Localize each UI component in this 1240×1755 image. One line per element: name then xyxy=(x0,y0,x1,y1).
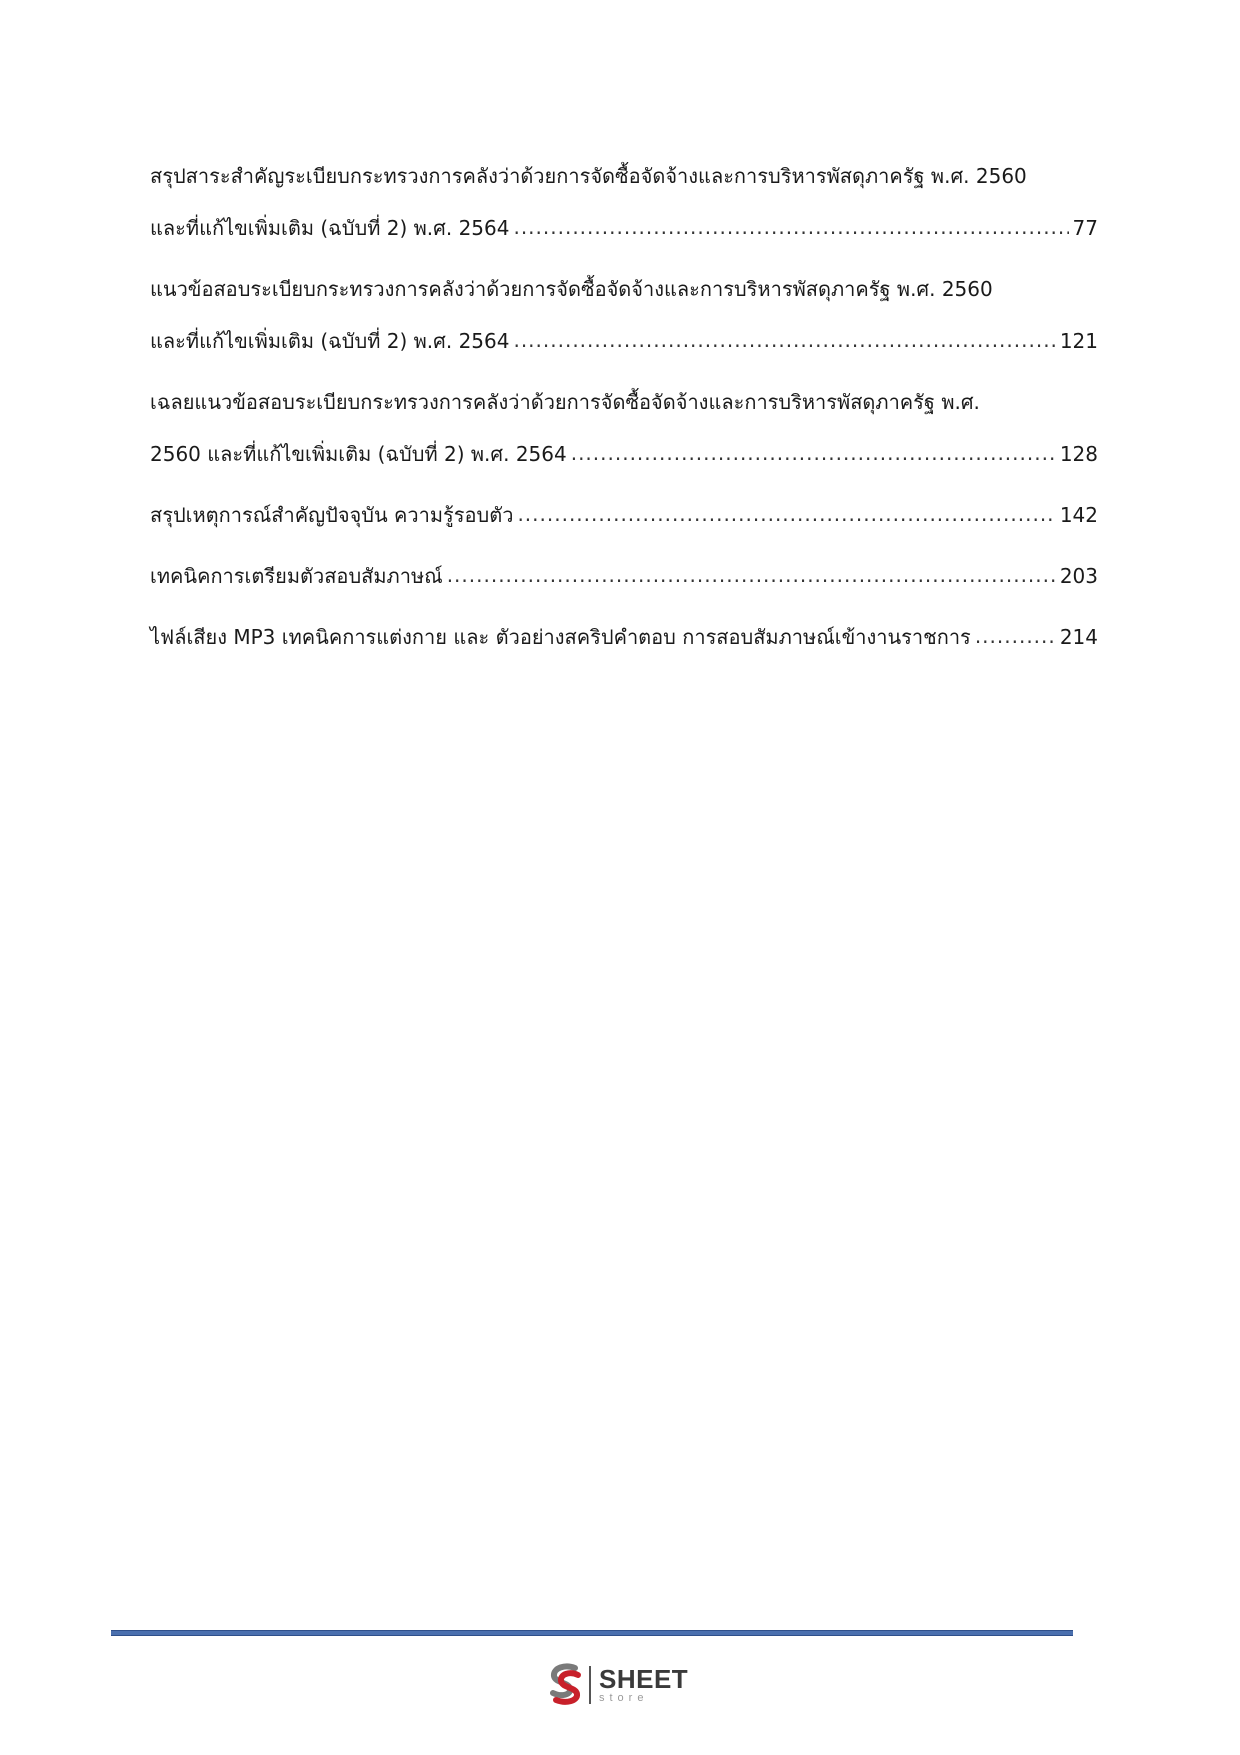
toc-page-number: 128 xyxy=(1059,442,1098,466)
toc-entry-last-line xyxy=(150,315,1098,367)
toc-entry[interactable] xyxy=(150,489,1098,541)
sheet-store-logo xyxy=(545,1660,688,1710)
toc-entry[interactable] xyxy=(150,150,1098,254)
sheet-store-logo-icon xyxy=(545,1662,585,1708)
toc-entry-title-line: สรุปสาระสำคัญระเบียบกระทรวงการคลังว่าด้วยการจัดซื้อจัดจ้างและการบริหารพัสดุภาครัฐ พ.ศ. 2560 xyxy=(150,164,1027,188)
toc-entry-title-end: และที่แก้ไขเพิ่มเติม (ฉบับที่ 2) พ.ศ. 2564 xyxy=(150,329,510,353)
toc-entry-last-line xyxy=(150,489,1098,541)
dot-leader xyxy=(517,488,1055,540)
toc-entry[interactable] xyxy=(150,376,1098,480)
toc-entry[interactable] xyxy=(150,263,1098,367)
table-of-contents xyxy=(150,150,1098,672)
toc-entry[interactable] xyxy=(150,611,1098,663)
logo-word: SHEET xyxy=(599,1664,689,1694)
toc-entry-title-end: เทคนิคการเตรียมตัวสอบสัมภาษณ์ xyxy=(150,564,443,588)
toc-entry-last-line xyxy=(150,611,1098,663)
toc-entry-last-line xyxy=(150,202,1098,254)
footer-rule xyxy=(111,1630,1073,1636)
dot-leader xyxy=(513,314,1055,366)
logo-text xyxy=(599,1666,688,1704)
toc-entry-title-end: 2560 และที่แก้ไขเพิ่มเติม (ฉบับที่ 2) พ.ศ. 2564 xyxy=(150,442,567,466)
toc-page-number: 121 xyxy=(1059,329,1098,353)
toc-entry-title-end: สรุปเหตุการณ์สำคัญปัจจุบัน ความรู้รอบตัว xyxy=(150,503,514,527)
toc-page-number: 214 xyxy=(1059,625,1098,649)
toc-entry-title-line: เฉลยแนวข้อสอบระเบียบกระทรวงการคลังว่าด้วยการจัดซื้อจัดจ้างและการบริหารพัสดุภาครัฐ พ.ศ. xyxy=(150,390,980,414)
toc-page-number: 142 xyxy=(1059,503,1098,527)
toc-entry-title-end: ไฟล์เสียง MP3 เทคนิคการแต่งกาย และ ตัวอย่างสคริปคำตอบ การสอบสัมภาษณ์เข้างานราชการ xyxy=(150,625,971,649)
toc-entry-title-end: และที่แก้ไขเพิ่มเติม (ฉบับที่ 2) พ.ศ. 2564 xyxy=(150,216,510,240)
dot-leader xyxy=(513,201,1068,253)
logo-subtitle: store xyxy=(599,1692,649,1704)
toc-page-number: 77 xyxy=(1072,216,1098,240)
dot-leader xyxy=(975,610,1056,662)
dot-leader xyxy=(571,427,1056,479)
toc-entry[interactable] xyxy=(150,550,1098,602)
toc-entry-title-line: แนวข้อสอบระเบียบกระทรวงการคลังว่าด้วยการจัดซื้อจัดจ้างและการบริหารพัสดุภาครัฐ พ.ศ. 2560 xyxy=(150,277,993,301)
toc-page-number: 203 xyxy=(1059,564,1098,588)
dot-leader xyxy=(447,549,1056,601)
toc-entry-last-line xyxy=(150,428,1098,480)
toc-entry-last-line xyxy=(150,550,1098,602)
logo-divider xyxy=(589,1666,591,1704)
